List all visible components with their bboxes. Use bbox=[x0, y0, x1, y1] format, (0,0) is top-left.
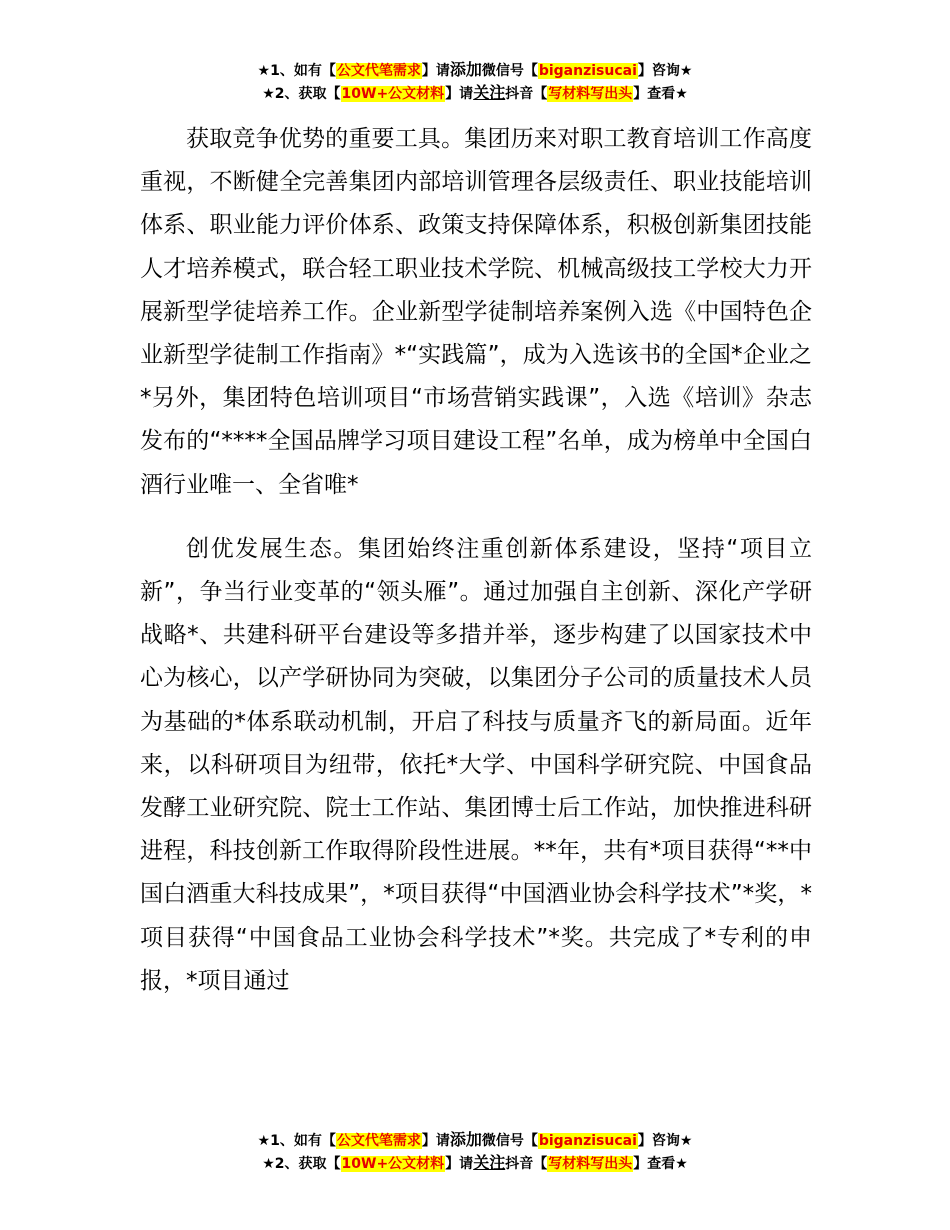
banner-line-1 bbox=[0, 1129, 950, 1152]
banner-text: 】查看★ bbox=[633, 1156, 688, 1172]
banner-text: 】请 bbox=[445, 1156, 474, 1172]
banner-text: 】查看★ bbox=[633, 86, 688, 102]
banner-text: 微信号【 bbox=[481, 1133, 538, 1149]
highlight-service: 公文代笔需求 bbox=[336, 63, 421, 79]
banner-text: 抖音【 bbox=[505, 86, 548, 102]
banner-line-2 bbox=[0, 1152, 950, 1175]
footer-banner bbox=[0, 1129, 950, 1175]
header-banner bbox=[0, 59, 950, 105]
highlight-service: 公文代笔需求 bbox=[336, 1133, 421, 1149]
document-body bbox=[140, 118, 812, 1003]
highlight-douyin-account: 写材料写出头 bbox=[548, 86, 633, 102]
banner-text: 】咨询★ bbox=[637, 63, 693, 79]
banner-text: 】请 bbox=[445, 86, 474, 102]
banner-text: 】请 bbox=[421, 63, 450, 79]
banner-line-2 bbox=[0, 82, 950, 105]
banner-line-1 bbox=[0, 59, 950, 82]
highlight-douyin-account: 写材料写出头 bbox=[548, 1156, 633, 1172]
banner-text: 抖音【 bbox=[505, 1156, 548, 1172]
banner-text: ★1、如有【 bbox=[257, 63, 336, 79]
banner-text: ★2、获取【 bbox=[262, 86, 341, 102]
banner-text: 微信号【 bbox=[481, 63, 538, 79]
paragraph-training: 获取竞争优势的重要工具。集团历来对职工教育培训工作高度重视，不断健全完善集团内部培训管理各层级责任、职业技能培训体系、职业能力评价体系、政策支持保障体系，积极创新集团技能人才培养模式，联合轻工职业技术学院、机械高级技工学校大力开展新型学徒培养工作。企业新型学徒制培养案例入选《中国特色企业新型学徒制工作指南》*“实践篇”，成为入选该书的全国*企业之*另外，集团特色培训项目“市场营销实践课”，入选《培训》杂志发布的“****全国品牌学习项目建设工程”名单，成为榜单中全国白酒行业唯一、全省唯* bbox=[140, 126, 812, 498]
highlight-materials: 10W+公文材料 bbox=[341, 1156, 445, 1172]
banner-text: 】请 bbox=[421, 1133, 450, 1149]
banner-text: ★2、获取【 bbox=[262, 1156, 341, 1172]
banner-text: 】咨询★ bbox=[637, 1133, 693, 1149]
banner-emphasis: 添加 bbox=[449, 60, 482, 79]
paragraph-innovation: 创优发展生态。集团始终注重创新体系建设，坚持“项目立新”，争当行业变革的“领头雁”。通过加强自主创新、深化产学研战略*、共建科研平台建设等多措并举，逐步构建了以国家技术中心为核心，以产学研协同为突破，以集团分子公司的质量技术人员为基础的*体系联动机制，开启了科技与质量齐飞的新局面。近年来，以科研项目为纽带，依托*大学、中国科学研究院、中国食品发酵工业研究院、院士工作站、集团博士后工作站，加快推进科研进程，科技创新工作取得阶段性进展。**年，共有*项目获得“**中国白酒重大科技成果”，*项目获得“中国酒业协会科学技术”*奖，*项目获得“中国食品工业协会科学技术”*奖。共完成了*专利的申报，*项目通过 bbox=[140, 535, 812, 994]
banner-emphasis: 关注 bbox=[473, 1153, 506, 1172]
highlight-wechat-id: biganzisucai bbox=[538, 1133, 637, 1149]
banner-emphasis: 添加 bbox=[449, 1130, 482, 1149]
banner-emphasis: 关注 bbox=[473, 83, 506, 102]
banner-text: ★1、如有【 bbox=[257, 1133, 336, 1149]
highlight-materials: 10W+公文材料 bbox=[341, 86, 445, 102]
highlight-wechat-id: biganzisucai bbox=[538, 63, 637, 79]
